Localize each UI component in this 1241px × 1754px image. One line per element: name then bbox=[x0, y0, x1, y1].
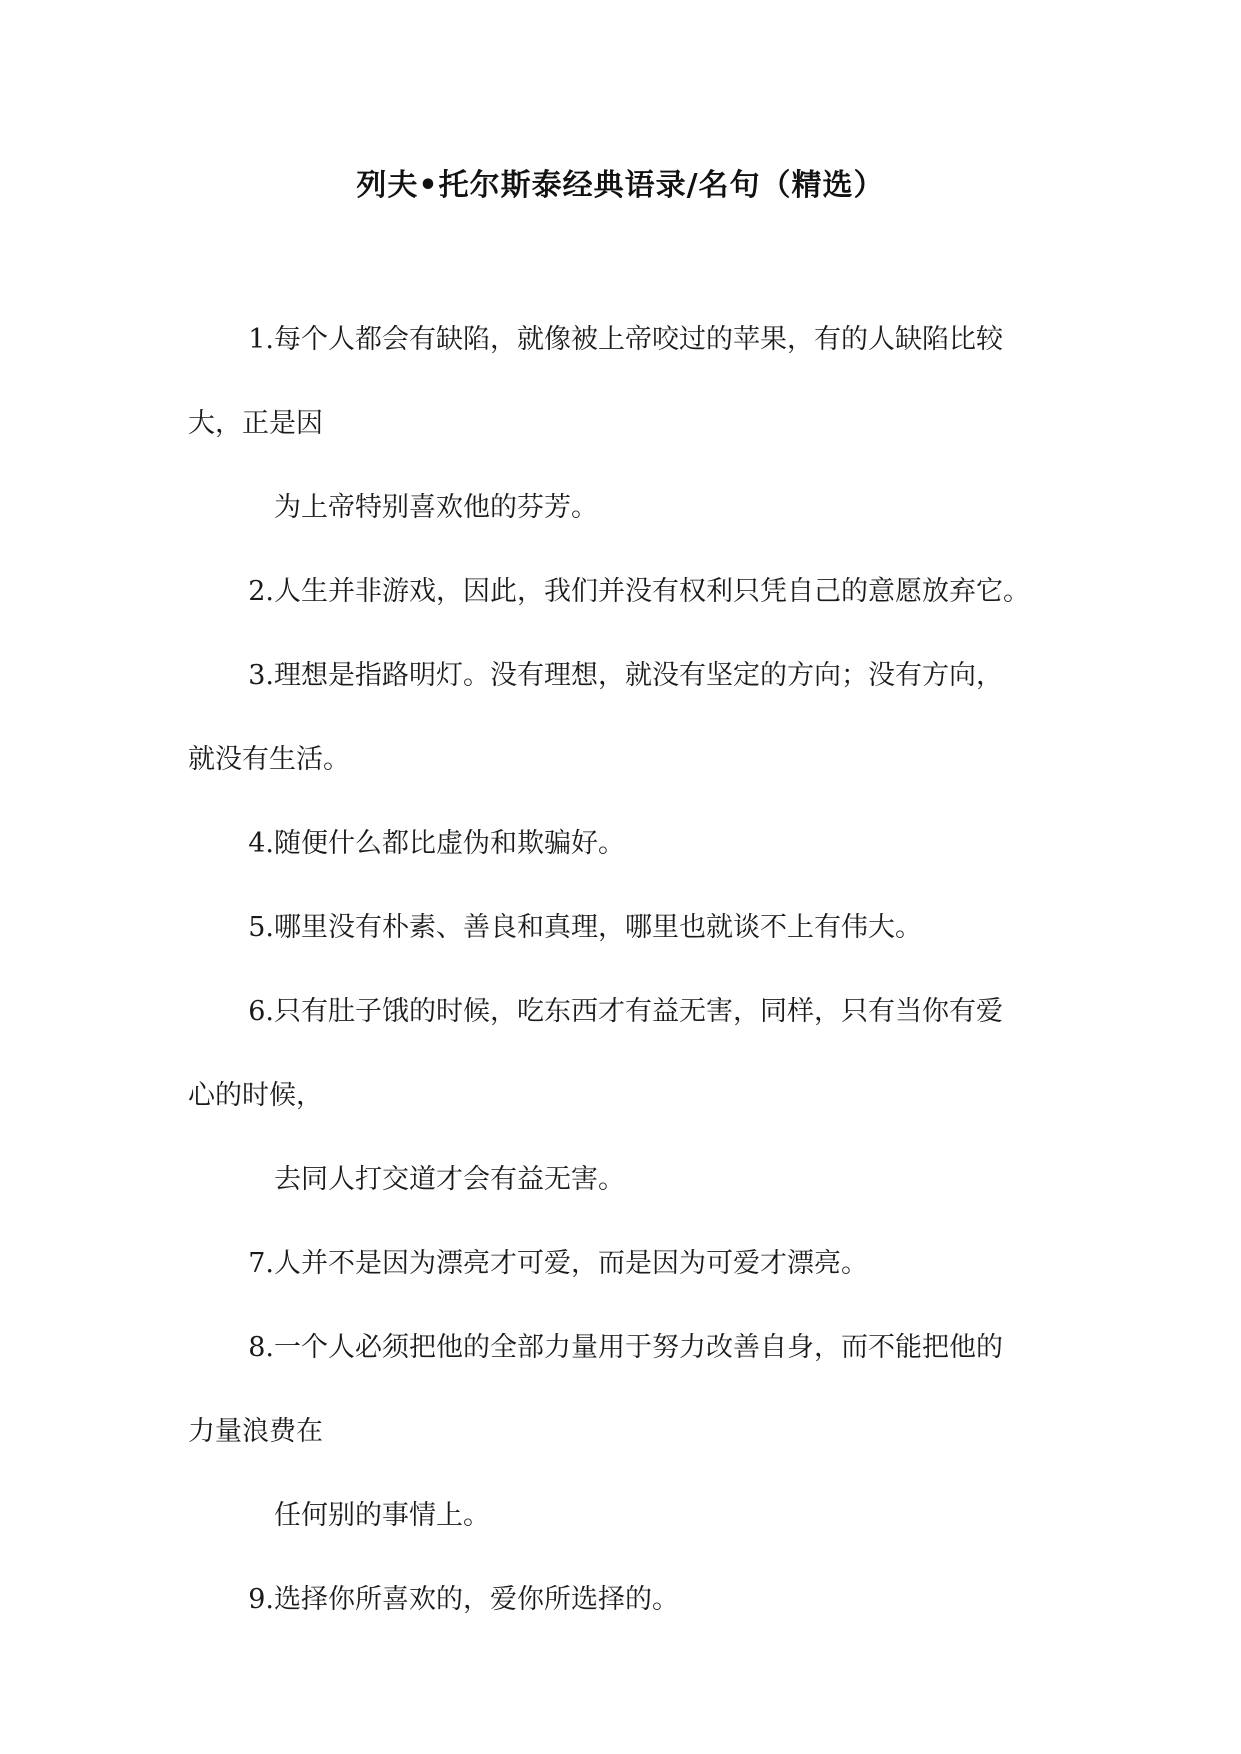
quote-line: 大，正是因 bbox=[188, 408, 323, 439]
quote-line: 任何别的事情上。 bbox=[274, 1500, 490, 1531]
quote-text: 理想是指路明灯。没有理想，就没有坚定的方向；没有方向， bbox=[274, 660, 1003, 691]
quote-line: 去同人打交道才会有益无害。 bbox=[274, 1164, 625, 1195]
quote-text: 每个人都会有缺陷，就像被上帝咬过的苹果，有的人缺陷比较 bbox=[274, 324, 1003, 355]
quote-number: 8. bbox=[248, 1332, 274, 1363]
quote-list bbox=[188, 318, 1048, 1662]
quote-number: 5. bbox=[248, 912, 274, 943]
quote-item-3 bbox=[188, 654, 1048, 822]
quote-text: 随便什么都比虚伪和欺骗好。 bbox=[274, 828, 625, 859]
quote-line bbox=[188, 1578, 1048, 1662]
quote-line bbox=[188, 318, 1048, 402]
document-title: 列夫•托尔斯泰经典语录/名句（精选） bbox=[356, 168, 885, 203]
quote-text: 人生并非游戏，因此，我们并没有权利只凭自己的意愿放弃它。 bbox=[274, 576, 1030, 607]
quote-item-2 bbox=[188, 570, 1048, 654]
quote-text: 选择你所喜欢的，爱你所选择的。 bbox=[274, 1584, 679, 1615]
quote-line bbox=[188, 990, 1048, 1074]
quote-line: 为上帝特别喜欢他的芬芳。 bbox=[274, 492, 598, 523]
quote-item-6 bbox=[188, 990, 1048, 1242]
quote-number: 6. bbox=[248, 996, 274, 1027]
quote-item-1 bbox=[188, 318, 1048, 570]
quote-line bbox=[188, 1326, 1048, 1410]
quote-text: 人并不是因为漂亮才可爱，而是因为可爱才漂亮。 bbox=[274, 1248, 868, 1279]
quote-line bbox=[188, 654, 1048, 738]
quote-text: 只有肚子饿的时候，吃东西才有益无害，同样，只有当你有爱 bbox=[274, 996, 1003, 1027]
quote-number: 1. bbox=[248, 324, 274, 355]
quote-number: 2. bbox=[248, 576, 274, 607]
quote-item-7 bbox=[188, 1242, 1048, 1326]
quote-number: 9. bbox=[248, 1584, 274, 1615]
quote-number: 3. bbox=[248, 660, 274, 691]
quote-line: 心的时候， bbox=[188, 1080, 323, 1111]
quote-item-5 bbox=[188, 906, 1048, 990]
quote-line bbox=[188, 906, 1048, 990]
quote-line: 力量浪费在 bbox=[188, 1416, 323, 1447]
quote-number: 7. bbox=[248, 1248, 274, 1279]
quote-item-8 bbox=[188, 1326, 1048, 1578]
quote-line bbox=[188, 822, 1048, 906]
quote-line bbox=[188, 1242, 1048, 1326]
quote-text: 一个人必须把他的全部力量用于努力改善自身，而不能把他的 bbox=[274, 1332, 1003, 1363]
quote-number: 4. bbox=[248, 828, 274, 859]
quote-line bbox=[188, 570, 1048, 654]
quote-text: 哪里没有朴素、善良和真理，哪里也就谈不上有伟大。 bbox=[274, 912, 922, 943]
quote-item-4 bbox=[188, 822, 1048, 906]
quote-item-9 bbox=[188, 1578, 1048, 1662]
quote-line: 就没有生活。 bbox=[188, 744, 350, 775]
